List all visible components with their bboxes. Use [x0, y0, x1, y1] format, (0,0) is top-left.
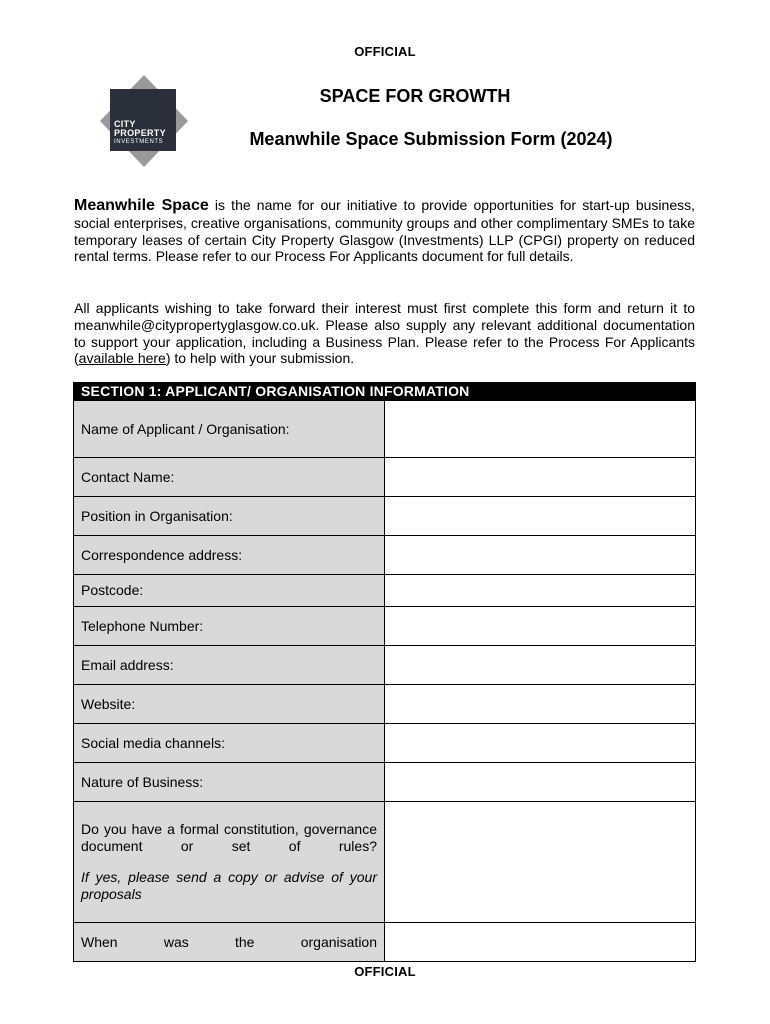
form-label: Email address: — [74, 646, 385, 685]
form-label: Correspondence address: — [74, 536, 385, 575]
nature-of-business-field[interactable] — [385, 763, 696, 802]
constitution-note: If yes, please send a copy or advise of your proposals — [81, 869, 377, 902]
section-1-heading: SECTION 1: APPLICANT/ ORGANISATION INFORMATION — [74, 383, 696, 401]
form-label: Name of Applicant / Organisation: — [74, 401, 385, 458]
form-label: Nature of Business: — [74, 763, 385, 802]
intro-text: is the name for our initiative to provide opportunities for start-up business, social enterprises, creative organisations, community groups and other complimentary SMEs to take temporary leases of certain City Property Glasgow (Investments) LLP (CPGI) property on reduced rental terms. Please refer to our Process For Applicants document for full details. — [74, 197, 696, 265]
intro-paragraph — [74, 197, 695, 265]
position-field[interactable] — [385, 497, 696, 536]
email-field[interactable] — [385, 646, 696, 685]
social-media-field[interactable] — [385, 724, 696, 763]
form-label: When was the organisation — [74, 923, 385, 962]
correspondence-address-field[interactable] — [385, 536, 696, 575]
constitution-label: Do you have a formal constitution, governance document or set of rules? If yes, please send a copy or advise of your proposals — [74, 802, 385, 923]
applicant-info-table — [73, 382, 696, 962]
intro-lead: Meanwhile Space — [74, 197, 209, 214]
website-field[interactable] — [385, 685, 696, 724]
applicant-name-field[interactable] — [385, 401, 696, 458]
postcode-field[interactable] — [385, 575, 696, 607]
footer-classification: OFFICIAL — [354, 964, 416, 979]
form-label: Social media channels: — [74, 724, 385, 763]
form-label: Telephone Number: — [74, 607, 385, 646]
available-here-link[interactable]: available here — [78, 350, 166, 367]
applicants-paragraph: All applicants wishing to take forward their interest must first complete this form and return it to meanwhile@citypropertyglasgow.co.uk. Please also supply any relevant additional documentation to support your application, including a Business Plan. Please refer to the Process For Applicants (available here) to help with your submission. — [74, 300, 695, 367]
logo-wordmark: CITY PROPERTY INVESTMENTS — [114, 119, 166, 145]
page-subtitle: Meanwhile Space Submission Form (2024) — [249, 129, 613, 149]
telephone-field[interactable] — [385, 607, 696, 646]
constitution-field[interactable] — [385, 802, 696, 923]
form-label: Website: — [74, 685, 385, 724]
contact-name-field[interactable] — [385, 458, 696, 497]
page-title: SPACE FOR GROWTH — [319, 86, 511, 106]
form-label: Position in Organisation: — [74, 497, 385, 536]
form-label: Postcode: — [74, 575, 385, 607]
form-label: Contact Name: — [74, 458, 385, 497]
organisation-established-field[interactable] — [385, 923, 696, 962]
header-classification: OFFICIAL — [354, 44, 416, 59]
